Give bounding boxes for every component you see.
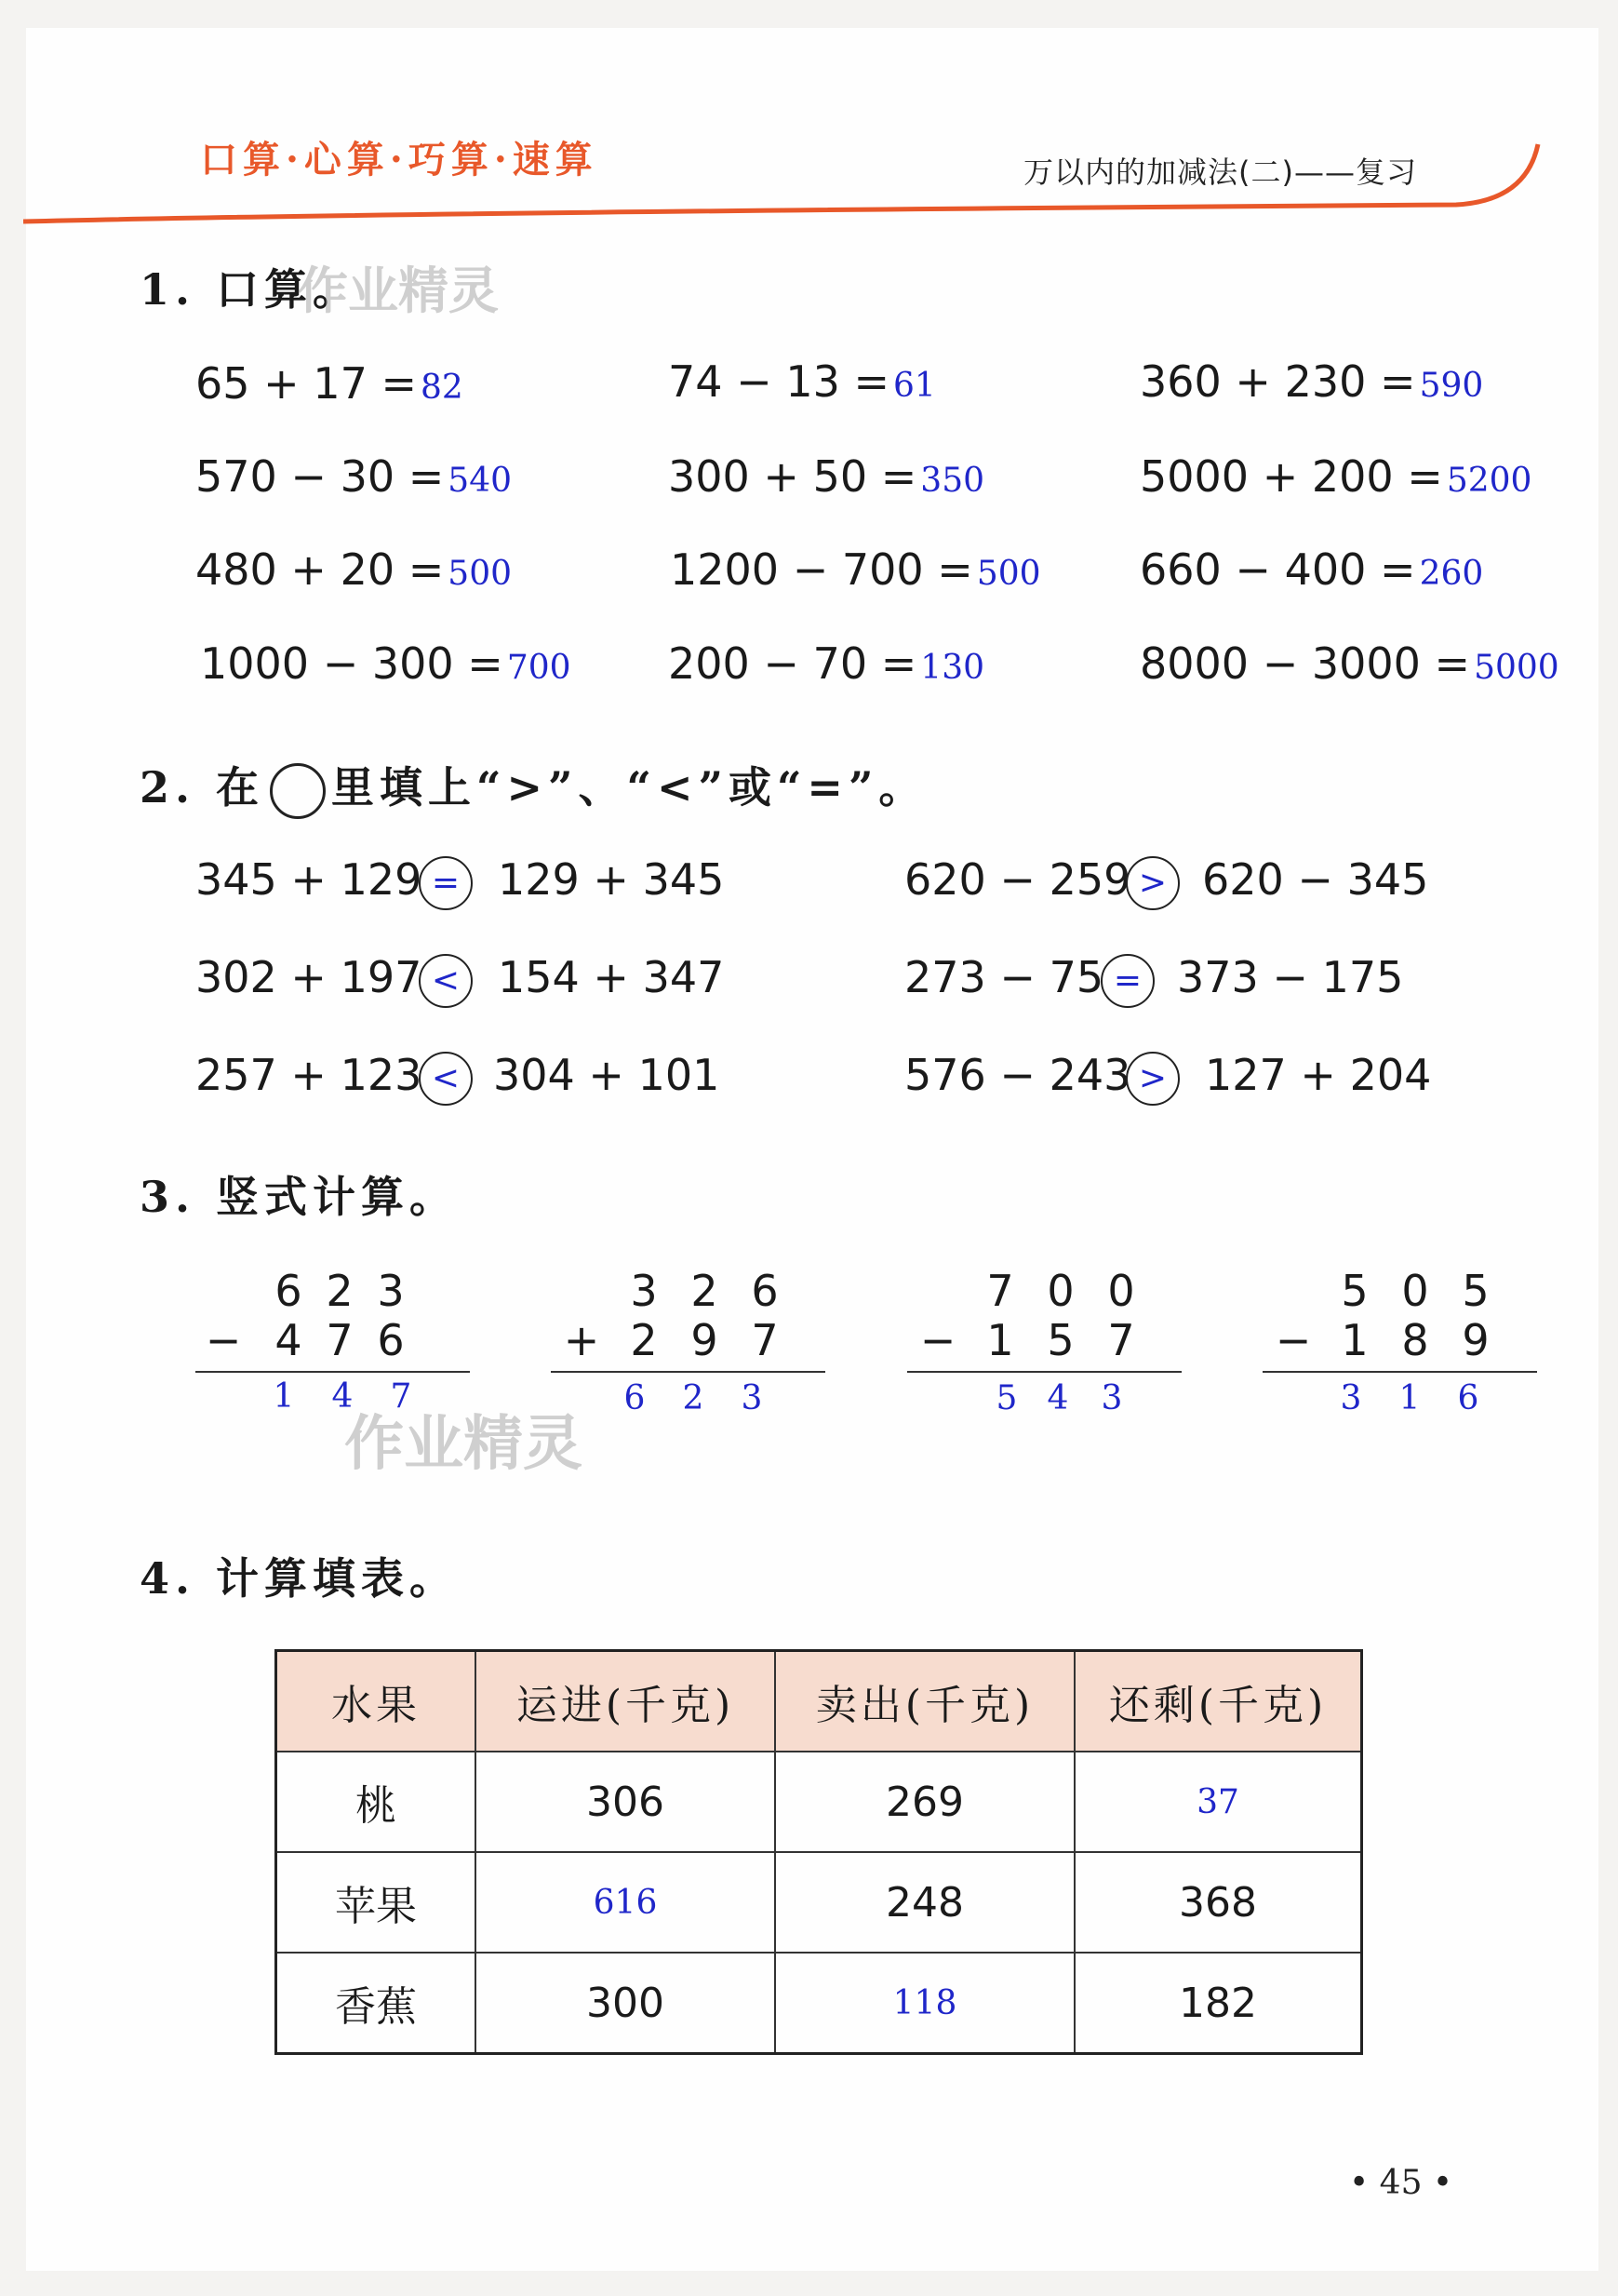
oral-calc-answer: 500 xyxy=(976,555,1041,593)
circle-blank-icon xyxy=(270,763,326,819)
vertical-line xyxy=(195,1371,470,1373)
oral-calc-item: 5000 + 200 = 5200 xyxy=(1140,451,1532,502)
cell-out-answer: 118 xyxy=(775,1953,1075,2054)
vertical-line xyxy=(551,1371,825,1373)
section3-heading: 3. 竖式计算。 xyxy=(140,1172,459,1222)
oral-calc-answer: 590 xyxy=(1419,367,1484,405)
compare-sign: > xyxy=(1126,856,1180,910)
vertical-line xyxy=(907,1371,1182,1373)
table-row xyxy=(276,1752,1362,1852)
compare-left: 302 + 197 xyxy=(195,952,422,1002)
compare-sign: < xyxy=(419,954,473,1008)
compare-sign: > xyxy=(1126,1052,1180,1106)
column-header: 运进(千克) xyxy=(475,1651,775,1752)
operator: − xyxy=(205,1315,242,1365)
oral-calc-item: 660 − 400 = 260 xyxy=(1140,544,1484,595)
header-left-title: 口算·心算·巧算·速算 xyxy=(200,138,598,181)
oral-calc-answer: 700 xyxy=(506,649,571,687)
header-curve-line xyxy=(23,140,1549,233)
fruit-table xyxy=(274,1649,1363,2055)
oral-calc-item: 570 − 30 = 540 xyxy=(195,451,513,502)
compare-sign: < xyxy=(419,1052,473,1106)
compare-right: 154 + 347 xyxy=(498,952,725,1002)
oral-calc-item: 300 + 50 = 350 xyxy=(668,451,985,502)
operator: − xyxy=(1275,1315,1312,1365)
oral-calc-item: 200 − 70 = 130 xyxy=(668,638,985,689)
operator: + xyxy=(563,1315,600,1365)
table-header-row xyxy=(276,1651,1362,1752)
oral-calc-answer: 260 xyxy=(1419,555,1484,593)
section2-heading: 2. 在 里填上“>”、“<”或“=”。 xyxy=(140,754,927,819)
oral-calc-item: 1200 − 700 = 500 xyxy=(670,544,1041,595)
oral-calc-answer: 350 xyxy=(920,462,985,500)
compare-sign: = xyxy=(1101,954,1155,1008)
oral-calc-answer: 130 xyxy=(920,649,985,687)
compare-left: 273 − 75 xyxy=(904,952,1104,1002)
oral-calc-item: 1000 − 300 = 700 xyxy=(200,638,571,689)
operator: − xyxy=(919,1315,956,1365)
section4-heading: 4. 计算填表。 xyxy=(140,1553,459,1604)
fruit-name: 香蕉 xyxy=(276,1953,476,2054)
compare-right: 129 + 345 xyxy=(498,854,725,905)
watermark-middle: 作业精灵 xyxy=(344,1410,582,1479)
compare-right: 127 + 204 xyxy=(1205,1050,1432,1100)
cell-in-answer: 616 xyxy=(475,1852,775,1953)
oral-calc-item: 74 − 13 = 61 xyxy=(668,356,936,407)
compare-right: 373 − 175 xyxy=(1177,952,1404,1002)
cell-in: 300 xyxy=(475,1953,775,2054)
cell-out: 248 xyxy=(775,1852,1075,1953)
oral-calc-item: 360 + 230 = 590 xyxy=(1140,356,1484,407)
compare-left: 257 + 123 xyxy=(195,1050,422,1100)
cell-left-answer: 37 xyxy=(1075,1752,1362,1852)
compare-right: 620 − 345 xyxy=(1202,854,1429,905)
page-number: • 45 • xyxy=(1349,2164,1453,2202)
column-header: 水果 xyxy=(276,1651,476,1752)
cell-left: 182 xyxy=(1075,1953,1362,2054)
oral-calc-answer: 5200 xyxy=(1446,462,1532,500)
compare-sign: = xyxy=(419,856,473,910)
header-right-title: 万以内的加减法(二)——复习 xyxy=(1023,154,1417,190)
compare-right: 304 + 101 xyxy=(493,1050,720,1100)
compare-left: 620 − 259 xyxy=(904,854,1131,905)
oral-calc-answer: 82 xyxy=(421,369,463,407)
compare-left: 576 − 243 xyxy=(904,1050,1131,1100)
cell-left: 368 xyxy=(1075,1852,1362,1953)
section1-heading: 1. 口算。 xyxy=(140,264,362,315)
fruit-name: 苹果 xyxy=(276,1852,476,1953)
oral-calc-item: 480 + 20 = 500 xyxy=(195,544,513,595)
oral-calc-item: 65 + 17 = 82 xyxy=(195,358,463,409)
compare-left: 345 + 129 xyxy=(195,854,422,905)
oral-calc-item: 8000 − 3000 = 5000 xyxy=(1140,638,1559,689)
watermark-top: 作业精灵 xyxy=(298,262,499,320)
column-header: 卖出(千克) xyxy=(775,1651,1075,1752)
oral-calc-answer: 540 xyxy=(448,462,513,500)
fruit-name: 桃 xyxy=(276,1752,476,1852)
cell-in: 306 xyxy=(475,1752,775,1852)
table-row xyxy=(276,1953,1362,2054)
table-row xyxy=(276,1852,1362,1953)
oral-calc-answer: 500 xyxy=(448,555,513,593)
oral-calc-answer: 61 xyxy=(893,367,936,405)
column-header: 还剩(千克) xyxy=(1075,1651,1362,1752)
vertical-line xyxy=(1263,1371,1537,1373)
cell-out: 269 xyxy=(775,1752,1075,1852)
oral-calc-answer: 5000 xyxy=(1474,649,1559,687)
